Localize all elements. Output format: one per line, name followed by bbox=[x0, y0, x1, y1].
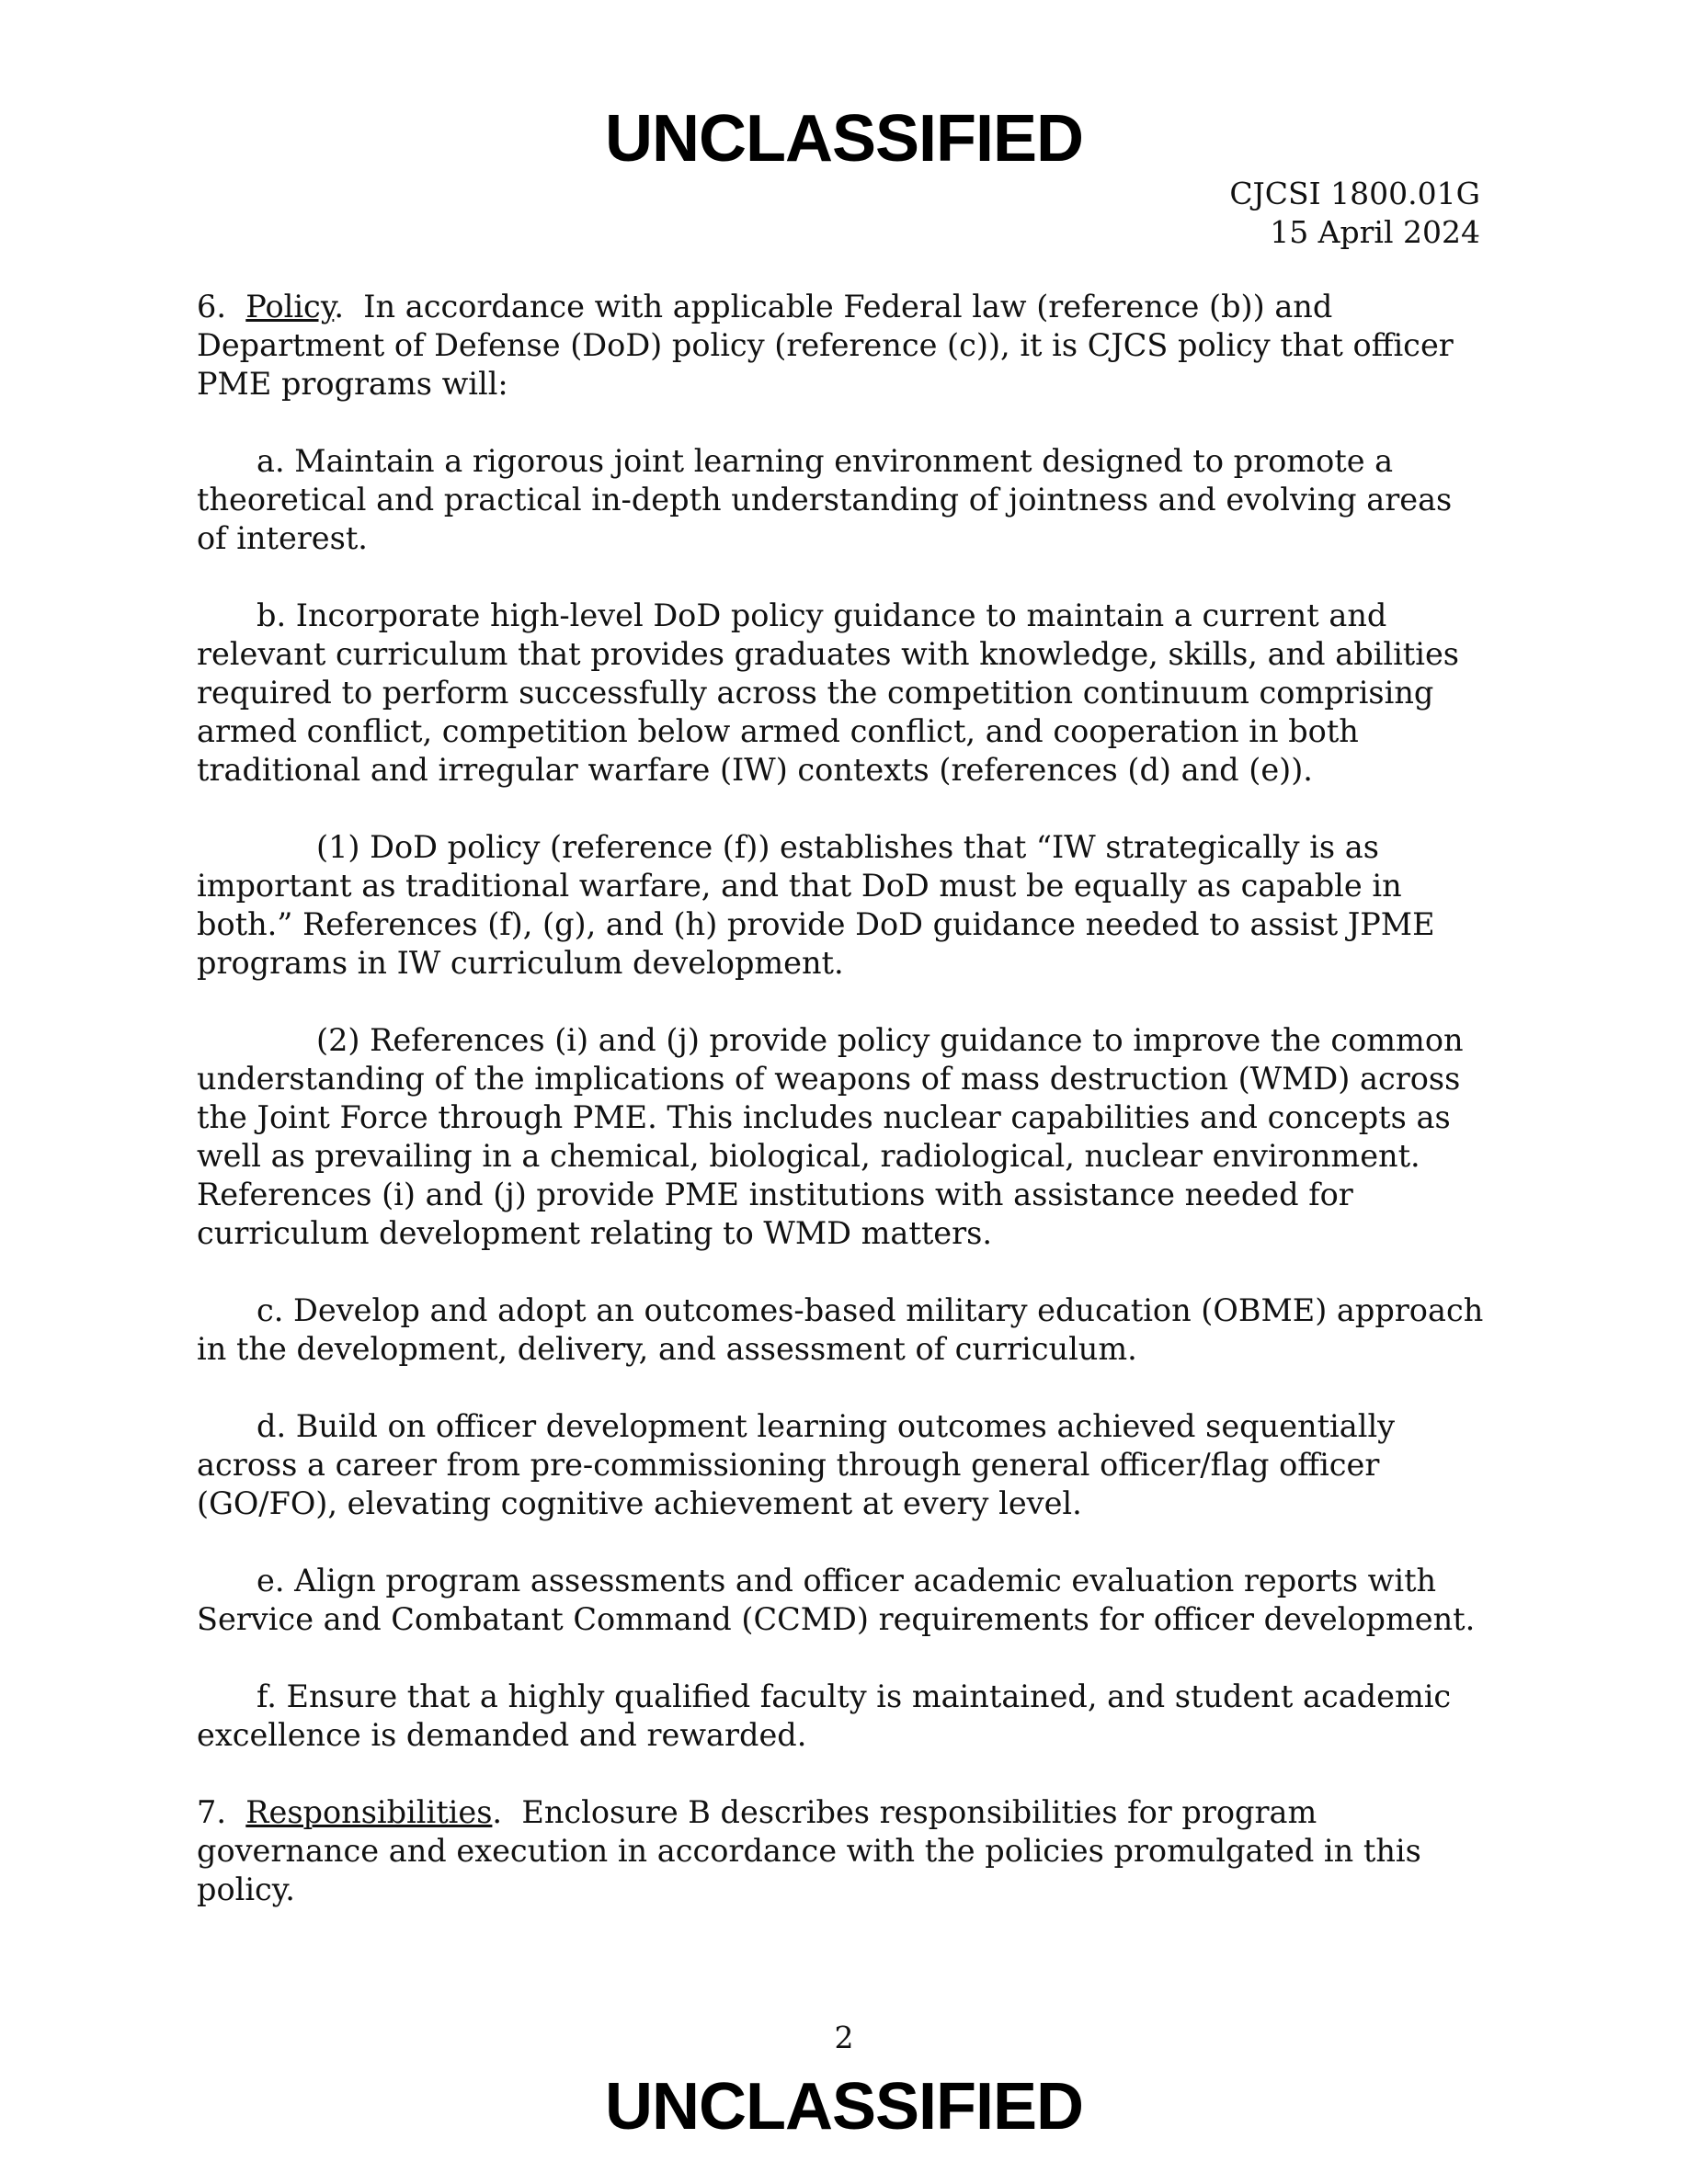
policy-item-b-2: (2) References (i) and (j) provide policy guidance to improve the common understanding of the implications of weapons of mass destruction (WMD) across the Joint Force through PME. This includes nuclear capabilities and concepts as well as prevailing in a chemical, biological, radiological, nuclear environment. References (i) and (j) provide PME institutions with assistance needed for curriculum development relating to WMD matters. bbox=[197, 1022, 1464, 1251]
document-date: 15 April 2024 bbox=[1270, 214, 1480, 250]
classification-banner-top: UNCLASSIFIED bbox=[604, 102, 1084, 176]
section-6-policy: 6. Policy. In accordance with applicable Federal law (reference (b)) and Department of Defense (DoD) policy (reference (c)), it is CJCS policy that officer PME programs will: bbox=[197, 289, 1454, 402]
policy-item-e: e. Align program assessments and officer academic evaluation reports with Service and Combatant Command (CCMD) requirements for officer development. bbox=[197, 1563, 1476, 1637]
section-7-responsibilities: 7. Responsibilities. Enclosure B describes responsibilities for program governance and execution in accordance with the policies promulgated in this policy. bbox=[197, 1794, 1421, 1907]
policy-item-c: c. Develop and adopt an outcomes-based military education (OBME) approach in the development, delivery, and assessment of curriculum. bbox=[197, 1292, 1484, 1367]
classification-banner-bottom: UNCLASSIFIED bbox=[604, 2070, 1084, 2144]
section-6-text: In accordance with applicable Federal law (reference (b)) and Department of Defense (DoD) policy (reference (c)), it is CJCS policy that officer PME programs will: bbox=[197, 289, 1454, 402]
policy-item-b-1: (1) DoD policy (reference (f)) establishes that “IW strategically is as important as traditional warfare, and that DoD must be equally as capable in both.” References (f), (g), and (h) provide DoD guidance needed to assist JPME programs in IW curriculum development. bbox=[197, 829, 1435, 981]
section-6-number: 6. bbox=[197, 289, 226, 324]
document-header bbox=[1229, 175, 1480, 252]
policy-item-d: d. Build on officer development learning outcomes achieved sequentially across a career from pre-commissioning through general officer/flag officer (GO/FO), elevating cognitive achievement at every level. bbox=[197, 1408, 1396, 1521]
policy-item-f: f. Ensure that a highly qualified faculty is maintained, and student academic excellence is demanded and rewarded. bbox=[197, 1678, 1452, 1753]
page-number: 2 bbox=[834, 2019, 854, 2055]
section-6-heading: Policy bbox=[245, 289, 335, 324]
section-7-text: Enclosure B describes responsibilities for program governance and execution in accordance with the policies promulgated in this policy. bbox=[197, 1794, 1421, 1907]
document-id: CJCSI 1800.01G bbox=[1229, 176, 1480, 211]
section-7-number: 7. bbox=[197, 1794, 226, 1830]
document-body bbox=[197, 288, 1486, 1948]
policy-item-b: b. Incorporate high-level DoD policy guidance to maintain a current and relevant curriculum that provides graduates with knowledge, skills, and abilities required to perform successfully across the competition continuum comprising armed conflict, competition below armed conflict, and cooperation in both traditional and irregular warfare (IW) contexts (references (d) and (e)). bbox=[197, 597, 1459, 788]
section-7-heading: Responsibilities bbox=[245, 1794, 493, 1830]
policy-item-a: a. Maintain a rigorous joint learning environment designed to promote a theoretical and practical in-depth understanding of jointness and evolving areas of interest. bbox=[197, 443, 1453, 556]
